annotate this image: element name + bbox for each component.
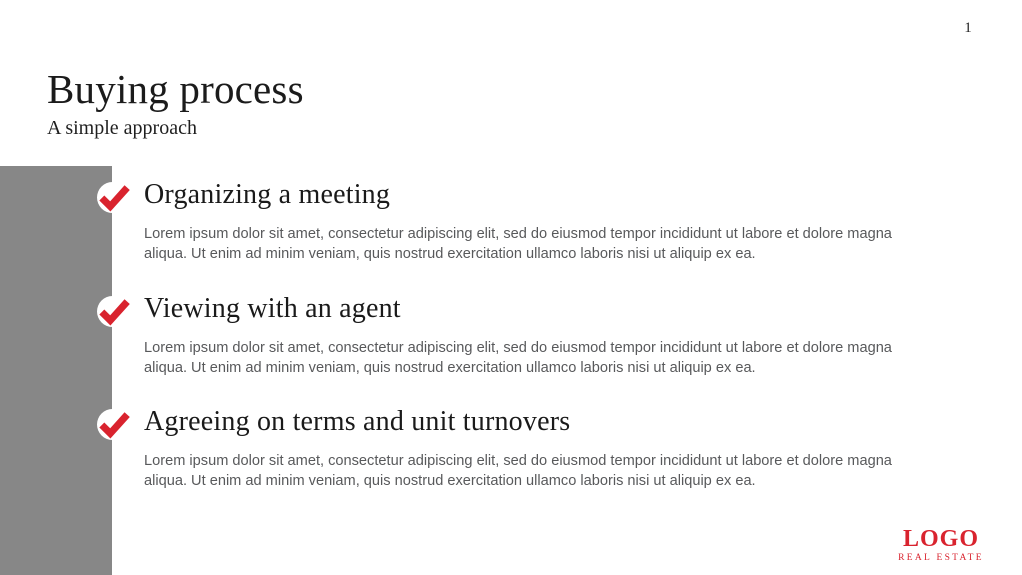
item-body-line: Lorem ipsum dolor sit amet, consectetur adipiscing elit, sed do eiusmod tempor incididunt ut labore et dolore magna bbox=[144, 340, 892, 356]
logo-title: LOGO bbox=[902, 526, 979, 552]
check-icon bbox=[97, 409, 128, 440]
check-icon bbox=[97, 296, 128, 327]
item-body bbox=[144, 224, 964, 264]
process-item-1 bbox=[144, 178, 964, 264]
item-body-line: aliqua. Ut enim ad minim veniam, quis nostrud exercitation ullamco laboris nisi ut aliquip ex ea. bbox=[144, 473, 756, 489]
item-heading: Organizing a meeting bbox=[144, 179, 391, 210]
title-block bbox=[47, 66, 304, 141]
item-body-line: aliqua. Ut enim ad minim veniam, quis nostrud exercitation ullamco laboris nisi ut aliquip ex ea. bbox=[144, 246, 756, 262]
logo-subtitle: REAL ESTATE bbox=[898, 553, 984, 563]
item-body-line: Lorem ipsum dolor sit amet, consectetur adipiscing elit, sed do eiusmod tempor incididunt ut labore et dolore magna bbox=[144, 453, 892, 469]
item-heading: Viewing with an agent bbox=[144, 293, 401, 324]
item-body bbox=[144, 451, 964, 491]
item-body-line: aliqua. Ut enim ad minim veniam, quis nostrud exercitation ullamco laboris nisi ut aliquip ex ea. bbox=[144, 360, 756, 376]
page-subtitle: A simple approach bbox=[47, 117, 197, 139]
process-item-2 bbox=[144, 292, 964, 378]
item-heading: Agreeing on terms and unit turnovers bbox=[144, 406, 571, 437]
item-body bbox=[144, 338, 964, 378]
process-item-3 bbox=[144, 405, 964, 491]
page-number: 1 bbox=[964, 20, 972, 36]
page-title: Buying process bbox=[47, 66, 304, 112]
side-accent-bar bbox=[0, 166, 112, 575]
item-body-line: Lorem ipsum dolor sit amet, consectetur adipiscing elit, sed do eiusmod tempor incididunt ut labore et dolore magna bbox=[144, 226, 892, 242]
check-icon bbox=[97, 182, 128, 213]
logo bbox=[898, 526, 984, 563]
